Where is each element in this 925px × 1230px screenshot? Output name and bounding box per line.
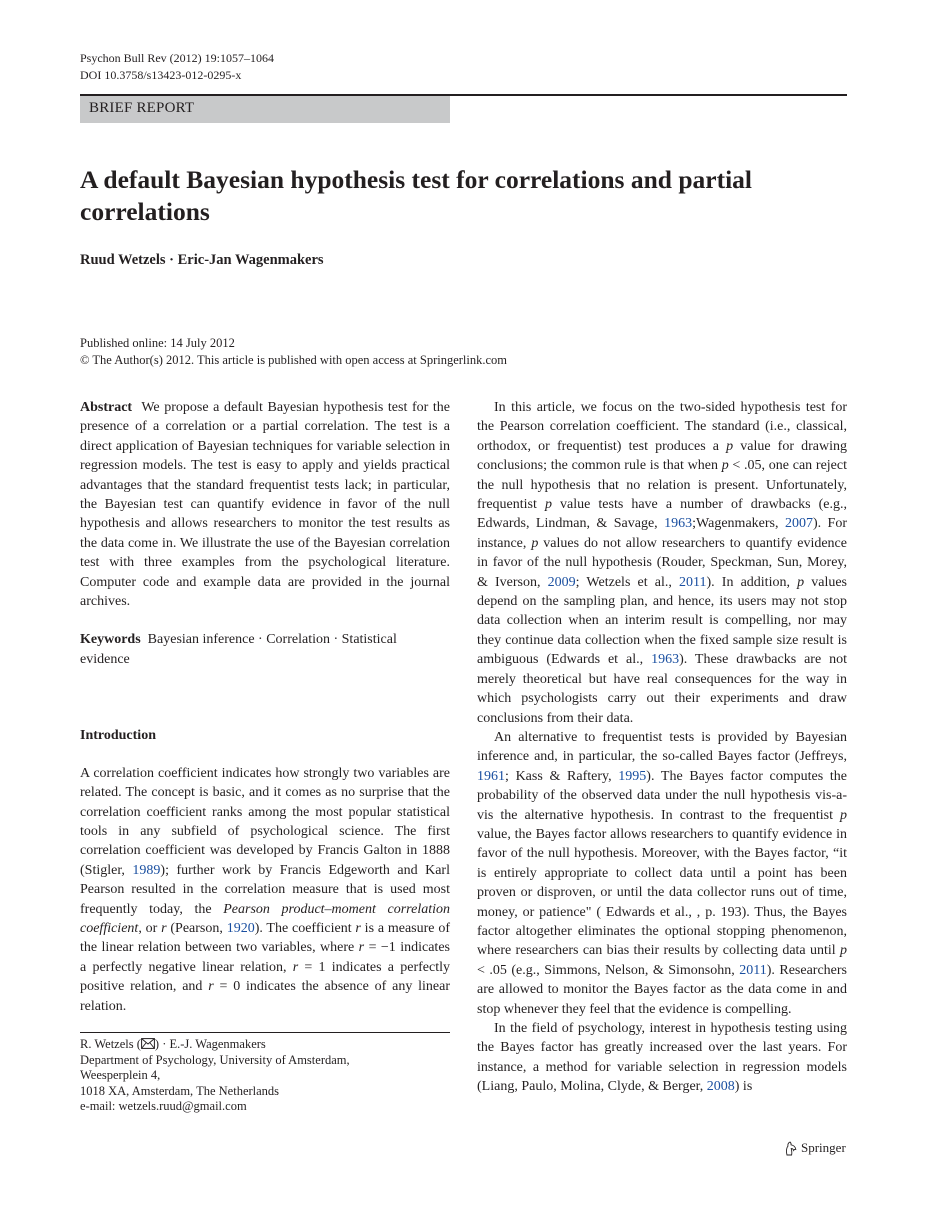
article-type: BRIEF REPORT [89, 100, 195, 116]
abstract-label: Abstract [80, 400, 133, 415]
citation-link[interactable]: 1963 [664, 516, 693, 532]
publisher-name: Springer [801, 1140, 846, 1155]
text-run: An alternative to frequentist tests is provided by Bayesian inference and, in particular, the so-called Bayes factor (Jeffreys, [477, 729, 847, 765]
body-paragraph-3 [477, 1019, 847, 1097]
text-run: = −1 indicates a perfectly negative linear relation, [80, 940, 450, 975]
symbol-p: p [721, 458, 729, 474]
text-run: ) · E.-J. Wagenmakers [154, 1037, 266, 1051]
text-run: ). These drawbacks are not merely theoretical but have real consequences for the way in which psychologists carry out their experiments and draw conclusions from their data. [477, 652, 847, 726]
keywords-label: Keywords [80, 632, 141, 648]
text-run: is a measure of the linear relation between two variables, where [80, 920, 450, 956]
text-run: = 1 indicates a perfectly positive relation, and [80, 959, 450, 995]
text-run: ) is [734, 1079, 753, 1095]
citation-link[interactable]: 2008 [706, 1079, 735, 1095]
text-run: values depend on the sampling plan, and hence, its users may not stop data collection when an interim result is compelling, nor may they continue data collection when the fixed sample size result is ambiguous (Edwards et al., [477, 574, 847, 668]
intro-paragraph-1 [80, 764, 450, 1016]
journal-citation: Psychon Bull Rev (2012) 19:1057–1064 [80, 51, 274, 65]
citation-link[interactable]: 1989 [132, 862, 161, 878]
left-column [80, 398, 450, 1016]
envelope-icon [141, 1038, 155, 1049]
text-run: = 0 indicates the absence of any linear relation. [80, 979, 450, 1014]
footnote-rule [80, 1032, 450, 1033]
abstract [80, 398, 450, 611]
symbol-p: p [544, 497, 552, 513]
text-run: In this article, we focus on the two-sided hypothesis test for the Pearson correlation coefficient. The standard (i.e., classical, orthodox, or frequentist) test produces a [477, 400, 847, 454]
published-date: Published online: 14 July 2012 [80, 336, 235, 350]
text-run: ); further work by Francis Edgeworth and Karl Pearson resulted in the correlation measure that is used most frequently today, the [80, 862, 450, 917]
journal-doi[interactable]: DOI 10.3758/s13423-012-0295-x [80, 68, 242, 82]
copyright-line: © The Author(s) 2012. This article is published with open access at Springerlink.com [80, 353, 508, 367]
text-run: ). For instance, [477, 516, 847, 551]
text-run: value tests have a number of drawbacks (e.g., Edwards, Lindman, & Savage, [477, 497, 847, 532]
body-paragraph-2 [477, 728, 847, 1019]
symbol-r: r [208, 979, 214, 995]
citation-link[interactable]: 1995 [618, 768, 647, 784]
footnote-line: Department of Psychology, University of Amsterdam, [80, 1052, 350, 1067]
footnote-line: Weesperplein 4, [80, 1068, 161, 1083]
symbol-p: p [840, 943, 847, 959]
springer-horse-icon [784, 1141, 797, 1156]
text-run: value, the Bayes factor allows researchers to quantify evidence in favor of the null hypothesis. Moreover, with the Bayes factor, “it is entirely appropriate to collect data until a point has been proven or disproven, or until the data collector runs out of time, money, or patience" ( Edwards et al., , p. 193). Thus, the Bayes factor altogether eliminates the optional stopping phenomenon, where researchers can bias their results by collecting data until [477, 826, 847, 959]
text-run: < .05 (e.g., Simmons, Nelson, & Simonsohn, [477, 962, 740, 978]
footnote-line [80, 1037, 450, 1053]
term-italic: Pearson product–moment correlation coefficient [80, 901, 450, 936]
section-heading-introduction: Introduction [80, 728, 156, 744]
right-column [477, 398, 847, 1097]
citation-link[interactable]: 2011 [679, 574, 707, 590]
publication-info [80, 335, 507, 369]
text-run: values do not allow researchers to quantify evidence in favor of the null hypothesis (Rouder, Speckman, Sun, Morey, & Iverson, [477, 535, 847, 590]
text-run: ; Wetzels et al., [575, 574, 679, 590]
text-run: < .05, one can reject the null hypothesis that no relation is present. Unfortunately, frequentist [477, 458, 847, 513]
text-run: In the field of psychology, interest in hypothesis testing using the Bayes factor has greatly increased over the last years. For instance, a method for variable selection in regression models (Liang, Paulo, Molina, Clyde, & Berger, [477, 1021, 847, 1095]
symbol-r: r [161, 920, 167, 936]
citation-link[interactable]: 1963 [651, 652, 680, 668]
symbol-r: r [358, 940, 365, 956]
text-run: ). In addition, [706, 574, 798, 590]
text-run: ). The coefficient [254, 920, 356, 936]
text-run: ). The Bayes factor computes the probability of the observed data under the null hypothesis vis-a-vis the alternative hypothesis. In contrast to the frequentist [477, 768, 847, 823]
journal-header [80, 50, 274, 84]
symbol-p: p [531, 535, 539, 551]
author-email[interactable]: e-mail: wetzels.ruud@gmail.com [80, 1099, 247, 1114]
symbol-r: r [355, 920, 361, 936]
citation-link[interactable]: 2007 [784, 516, 813, 532]
citation-link[interactable]: 2009 [547, 574, 576, 590]
text-run: ;Wagenmakers, [692, 516, 785, 532]
article-type-band [80, 96, 450, 123]
text-run: A correlation coefficient indicates how strongly two variables are related. The concept is basic, and it comes as no surprise that the correlation coefficient ranks among the most popular statistical tools in any subfield of psychological science. The first correlation coefficient was developed by Francis Galton in 1888 (Stigler, [80, 765, 450, 878]
text-run: ; Kass & Raftery, [505, 768, 619, 784]
body-paragraph-1 [477, 398, 847, 728]
symbol-p: p [840, 807, 847, 823]
citation-link[interactable]: 1920 [226, 920, 255, 936]
abstract-text: We propose a default Bayesian hypothesis test for the presence of a correlation or a partial correlation. The test is a direct application of Bayesian techniques for variable selection in regression models. The test is easy to apply and yields practical advantages that the standard frequentist tests lack; in particular, the Bayesian test can quantify evidence in favor of the null hypothesis and allows researchers to monitor the test results as the data come in. We illustrate the use of the Bayesian correlation test with three examples from the psychological literature. Computer code and example data are provided in the journal archives. [80, 400, 450, 610]
keywords [80, 630, 450, 669]
citation-link[interactable]: 2011 [739, 962, 767, 978]
article-title: A default Bayesian hypothesis test for correlations and partial correlations [80, 165, 752, 226]
author-footnote [80, 1037, 450, 1115]
text-run: , or [138, 920, 162, 936]
symbol-p: p [797, 574, 805, 590]
citation-link[interactable]: 1961 [477, 768, 505, 784]
symbol-p: p [726, 438, 734, 454]
text-run: R. Wetzels ( [80, 1037, 141, 1051]
footnote-line: 1018 XA, Amsterdam, The Netherlands [80, 1083, 280, 1098]
keywords-text: Bayesian inference · Correlation · Statistical evidence [80, 632, 397, 667]
publisher-logo [784, 1140, 846, 1156]
text-run: ). Researchers are allowed to monitor the Bayes factor as the data come in and stop whenever they feel that the evidence is compelling. [477, 962, 847, 1017]
text-run: (Pearson, [166, 920, 227, 936]
text-run: value for drawing conclusions; the common rule is that when [477, 438, 847, 474]
author-list: Ruud Wetzels · Eric-Jan Wagenmakers [80, 252, 324, 268]
symbol-r: r [292, 959, 299, 975]
